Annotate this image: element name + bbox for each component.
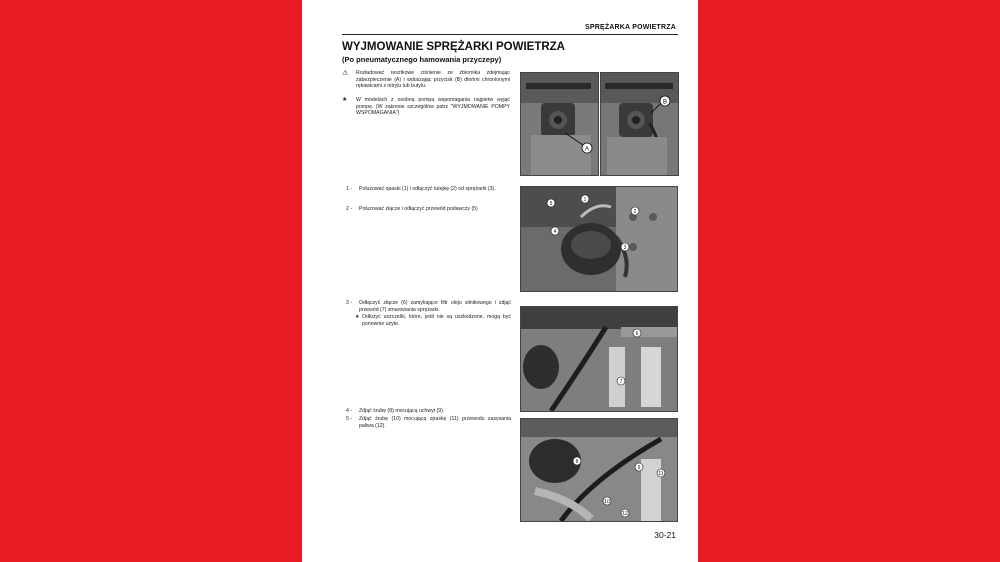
step-5 [346, 416, 511, 429]
section-header: SPRĘŻARKA POWIETRZA [584, 24, 676, 31]
callout-label: 5 [549, 201, 553, 207]
header-divider [342, 34, 678, 35]
callout-label: A [584, 146, 590, 153]
subnote-text: Odłożyć uszczelki, które, jeśli nie są uszkodzone, mogą być ponownie użyte. [362, 314, 511, 327]
model-note-text: W modelach z osobną pompą wspomagania najpierw wyjąć pompę. (W zakresie szczegółów patrz "WYJMOWANIE POMPY WSPOMAGANIA") [356, 97, 510, 117]
step-number: 3 - [346, 300, 353, 306]
step-text: Zdjąć śrubę (8) mocującą uchwyt (9). [359, 408, 445, 414]
photo-compressor-sleeve [520, 186, 678, 292]
warning-note-text: Rozładować resztkowe ciśnienie ze zbiornika zdejmując zabezpieczenie (A) i wduszając przycisk (B) dłońmi chronionymi rękawicami z nitrylu lub butylu. [356, 70, 510, 90]
step-text: Zdjąć śrubę (10) mocującą opaskę (11) przewodu zasysania paliwa (12). [359, 416, 511, 429]
step-text: Odłączyć złącze (6) zamykające filtr oleju silnikowego i zdjąć przewód (7) smarowania sprężarki. [359, 300, 511, 313]
warning-icon: ⚠ [342, 70, 349, 77]
step-4 [346, 408, 511, 415]
callout-label: B [662, 99, 668, 106]
callout-label: 2 [633, 209, 637, 215]
callout-label: 12 [622, 511, 628, 517]
callout-label: 7 [619, 379, 623, 385]
callout-label: 9 [637, 465, 641, 471]
callout-label: 1 [583, 197, 587, 203]
photo-valve-a [520, 72, 599, 176]
step-text: Poluzować złącze i odłączyć przewód podawczy (5) [359, 206, 478, 212]
document-page [302, 0, 698, 562]
page-subtitle: (Po pneumatycznego hamowania przyczepy) [342, 55, 502, 64]
callout-label: 10 [604, 499, 610, 505]
callout-label: 11 [658, 471, 664, 477]
star-icon: ★ [355, 314, 360, 321]
step-number: 2 - [346, 206, 353, 212]
callout-label: 8 [575, 459, 579, 465]
callout-label: 6 [635, 331, 639, 337]
step-number: 4 - [346, 408, 353, 414]
photo-valve-b [600, 72, 679, 176]
step-2 [346, 206, 511, 213]
page-number: 30-21 [654, 530, 676, 540]
step-text: Poluzować opaski (1) i odłączyć tulejkę (2) od sprężarki (3). [359, 186, 496, 192]
photo-fuel-intake-clamp [520, 418, 678, 522]
callout-label: 4 [553, 229, 557, 235]
model-note [342, 97, 510, 117]
step-number: 1 - [346, 186, 353, 192]
page-title: WYJMOWANIE SPRĘŻARKI POWIETRZA [342, 41, 565, 53]
step-3-subnote [355, 314, 511, 327]
warning-note [342, 70, 510, 90]
callout-label: 3 [623, 245, 627, 251]
step-1 [346, 186, 511, 193]
step-3 [346, 300, 511, 327]
star-icon: ★ [342, 97, 348, 103]
photo-oil-filter-connector [520, 306, 678, 412]
step-number: 5 - [346, 416, 353, 422]
